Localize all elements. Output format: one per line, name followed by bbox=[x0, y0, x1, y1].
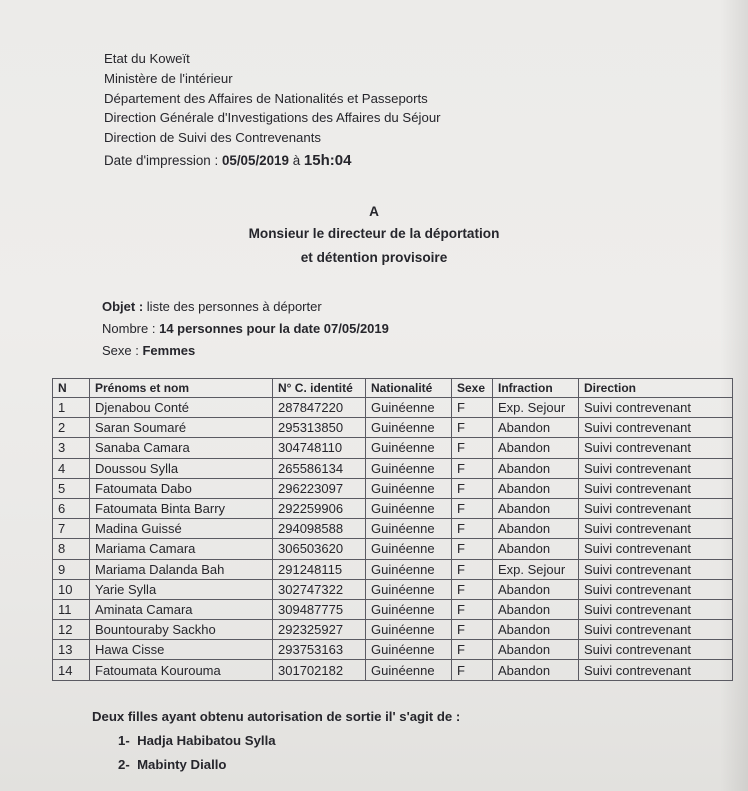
cell-nationality: Guinéenne bbox=[366, 640, 452, 660]
table-row bbox=[53, 579, 733, 599]
cell-offense: Abandon bbox=[493, 579, 579, 599]
cell-number: 3 bbox=[53, 438, 90, 458]
cell-direction: Suivi contrevenant bbox=[579, 519, 733, 539]
cell-name: Saran Soumaré bbox=[90, 418, 273, 438]
cell-direction: Suivi contrevenant bbox=[579, 498, 733, 518]
print-time-value: 15h:04 bbox=[303, 151, 352, 169]
object-value: liste des personnes à déporter bbox=[146, 299, 322, 314]
list-item-number: 2- bbox=[118, 757, 130, 772]
cell-offense: Abandon bbox=[493, 640, 579, 660]
cell-sex: F bbox=[452, 579, 493, 599]
cell-direction: Suivi contrevenant bbox=[579, 579, 733, 599]
print-date-at: à bbox=[292, 152, 301, 168]
col-header-number: N bbox=[53, 379, 90, 398]
col-header-nationality: Nationalité bbox=[366, 379, 452, 398]
cell-name: Bountouraby Sackho bbox=[90, 620, 273, 640]
cell-nationality: Guinéenne bbox=[366, 539, 452, 559]
table-row bbox=[53, 498, 733, 518]
cell-direction: Suivi contrevenant bbox=[579, 438, 733, 458]
letterhead bbox=[104, 49, 441, 171]
cell-number: 10 bbox=[53, 579, 90, 599]
cell-number: 11 bbox=[53, 599, 90, 619]
cell-sex: F bbox=[452, 660, 493, 680]
cell-direction: Suivi contrevenant bbox=[579, 559, 733, 579]
count-line bbox=[102, 318, 389, 340]
table-row bbox=[53, 660, 733, 680]
cell-direction: Suivi contrevenant bbox=[579, 620, 733, 640]
cell-name: Aminata Camara bbox=[90, 599, 273, 619]
cell-offense: Abandon bbox=[493, 539, 579, 559]
cell-id: 292325927 bbox=[273, 620, 366, 640]
header-line-state: Etat du Koweït bbox=[104, 51, 190, 66]
cell-offense: Abandon bbox=[493, 519, 579, 539]
table-row bbox=[53, 539, 733, 559]
sex-line bbox=[102, 340, 389, 362]
cell-offense: Abandon bbox=[493, 599, 579, 619]
col-header-name: Prénoms et nom bbox=[90, 379, 273, 398]
print-date-label: Date d'impression : bbox=[104, 152, 219, 168]
cell-number: 6 bbox=[53, 498, 90, 518]
count-value: 14 personnes pour la date 07/05/2019 bbox=[159, 321, 389, 336]
object-label: Objet : bbox=[102, 299, 144, 314]
cell-id: 295313850 bbox=[273, 418, 366, 438]
cell-nationality: Guinéenne bbox=[366, 418, 452, 438]
cell-number: 14 bbox=[53, 660, 90, 680]
cell-id: 306503620 bbox=[273, 539, 366, 559]
cell-direction: Suivi contrevenant bbox=[579, 418, 733, 438]
table-row bbox=[53, 438, 733, 458]
table-header-row bbox=[53, 379, 733, 398]
cell-sex: F bbox=[452, 620, 493, 640]
cell-number: 5 bbox=[53, 478, 90, 498]
cell-sex: F bbox=[452, 418, 493, 438]
cell-name: Fatoumata Dabo bbox=[90, 478, 273, 498]
cell-id: 292259906 bbox=[273, 498, 366, 518]
cell-nationality: Guinéenne bbox=[366, 519, 452, 539]
cell-number: 9 bbox=[53, 559, 90, 579]
cell-number: 1 bbox=[53, 398, 90, 418]
header-line-general-direction: Direction Générale d'Investigations des Affaires du Séjour bbox=[104, 110, 441, 126]
cell-nationality: Guinéenne bbox=[366, 579, 452, 599]
cell-sex: F bbox=[452, 599, 493, 619]
cell-offense: Abandon bbox=[493, 438, 579, 458]
col-header-offense: Infraction bbox=[493, 379, 579, 398]
cell-offense: Abandon bbox=[493, 660, 579, 680]
cell-name: Mariama Dalanda Bah bbox=[90, 559, 273, 579]
cell-name: Sanaba Camara bbox=[90, 438, 273, 458]
cell-offense: Exp. Sejour bbox=[493, 398, 579, 418]
recipient-line-1: Monsieur le directeur de la déportation bbox=[248, 226, 500, 241]
cell-id: 301702182 bbox=[273, 660, 366, 680]
cell-sex: F bbox=[452, 559, 493, 579]
authorized-exit-note: Deux filles ayant obtenu autorisation de sortie il' s'agit de : bbox=[92, 709, 461, 724]
recipient-line-2: et détention provisoire bbox=[300, 250, 448, 265]
cell-nationality: Guinéenne bbox=[366, 438, 452, 458]
cell-direction: Suivi contrevenant bbox=[579, 458, 733, 478]
cell-sex: F bbox=[452, 458, 493, 478]
col-header-id: N° C. identité bbox=[273, 379, 366, 398]
cell-nationality: Guinéenne bbox=[366, 498, 452, 518]
cell-offense: Abandon bbox=[493, 498, 579, 518]
cell-id: 291248115 bbox=[273, 559, 366, 579]
cell-number: 4 bbox=[53, 458, 90, 478]
cell-sex: F bbox=[452, 498, 493, 518]
cell-number: 8 bbox=[53, 539, 90, 559]
cell-number: 13 bbox=[53, 640, 90, 660]
cell-id: 296223097 bbox=[273, 478, 366, 498]
cell-sex: F bbox=[452, 539, 493, 559]
list-item-number: 1- bbox=[118, 733, 130, 748]
cell-id: 294098588 bbox=[273, 519, 366, 539]
cell-name: Hawa Cisse bbox=[90, 640, 273, 660]
cell-id: 304748110 bbox=[273, 438, 366, 458]
cell-nationality: Guinéenne bbox=[366, 478, 452, 498]
table-row bbox=[53, 519, 733, 539]
cell-offense: Abandon bbox=[493, 458, 579, 478]
cell-id: 293753163 bbox=[273, 640, 366, 660]
object-block bbox=[102, 296, 389, 362]
recipient-a: A bbox=[369, 204, 379, 219]
sex-value: Femmes bbox=[142, 343, 196, 358]
list-item bbox=[118, 757, 226, 772]
cell-nationality: Guinéenne bbox=[366, 620, 452, 640]
cell-name: Yarie Sylla bbox=[90, 579, 273, 599]
cell-number: 2 bbox=[53, 418, 90, 438]
cell-offense: Abandon bbox=[493, 478, 579, 498]
header-line-department: Département des Affaires de Nationalités et Passeports bbox=[104, 90, 428, 106]
cell-sex: F bbox=[452, 398, 493, 418]
table-row bbox=[53, 599, 733, 619]
cell-name: Djenabou Conté bbox=[90, 398, 273, 418]
cell-nationality: Guinéenne bbox=[366, 559, 452, 579]
cell-offense: Abandon bbox=[493, 620, 579, 640]
cell-name: Fatoumata Binta Barry bbox=[90, 498, 273, 518]
header-line-direction: Direction de Suivi des Contrevenants bbox=[104, 130, 321, 146]
cell-id: 309487775 bbox=[273, 599, 366, 619]
table-row bbox=[53, 640, 733, 660]
cell-direction: Suivi contrevenant bbox=[579, 478, 733, 498]
cell-name: Doussou Sylla bbox=[90, 458, 273, 478]
list-item-name: Mabinty Diallo bbox=[137, 757, 227, 772]
print-date-line bbox=[104, 151, 441, 171]
cell-direction: Suivi contrevenant bbox=[579, 539, 733, 559]
cell-nationality: Guinéenne bbox=[366, 398, 452, 418]
sex-label: Sexe : bbox=[102, 343, 139, 358]
cell-offense: Abandon bbox=[493, 418, 579, 438]
col-header-sex: Sexe bbox=[452, 379, 493, 398]
cell-sex: F bbox=[452, 478, 493, 498]
cell-nationality: Guinéenne bbox=[366, 660, 452, 680]
cell-direction: Suivi contrevenant bbox=[579, 660, 733, 680]
cell-number: 12 bbox=[53, 620, 90, 640]
cell-id: 287847220 bbox=[273, 398, 366, 418]
table-row bbox=[53, 458, 733, 478]
table-row bbox=[53, 620, 733, 640]
table-row bbox=[53, 418, 733, 438]
col-header-direction: Direction bbox=[579, 379, 733, 398]
count-label: Nombre : bbox=[102, 321, 156, 336]
cell-sex: F bbox=[452, 519, 493, 539]
cell-direction: Suivi contrevenant bbox=[579, 599, 733, 619]
cell-sex: F bbox=[452, 438, 493, 458]
cell-id: 265586134 bbox=[273, 458, 366, 478]
list-item-name: Hadja Habibatou Sylla bbox=[137, 733, 276, 748]
table-row bbox=[53, 398, 733, 418]
cell-sex: F bbox=[452, 640, 493, 660]
deportation-table bbox=[52, 378, 733, 681]
cell-nationality: Guinéenne bbox=[366, 458, 452, 478]
cell-id: 302747322 bbox=[273, 579, 366, 599]
cell-number: 7 bbox=[53, 519, 90, 539]
table-body bbox=[53, 398, 733, 681]
table-row bbox=[53, 478, 733, 498]
cell-offense: Exp. Sejour bbox=[493, 559, 579, 579]
cell-name: Madina Guissé bbox=[90, 519, 273, 539]
object-line bbox=[102, 296, 389, 318]
header-line-ministry: Ministère de l'intérieur bbox=[104, 70, 233, 86]
cell-name: Fatoumata Kourouma bbox=[90, 660, 273, 680]
cell-direction: Suivi contrevenant bbox=[579, 640, 733, 660]
cell-name: Mariama Camara bbox=[90, 539, 273, 559]
cell-direction: Suivi contrevenant bbox=[579, 398, 733, 418]
print-date-value: 05/05/2019 bbox=[221, 152, 289, 168]
table-row bbox=[53, 559, 733, 579]
cell-nationality: Guinéenne bbox=[366, 599, 452, 619]
list-item bbox=[118, 733, 276, 748]
